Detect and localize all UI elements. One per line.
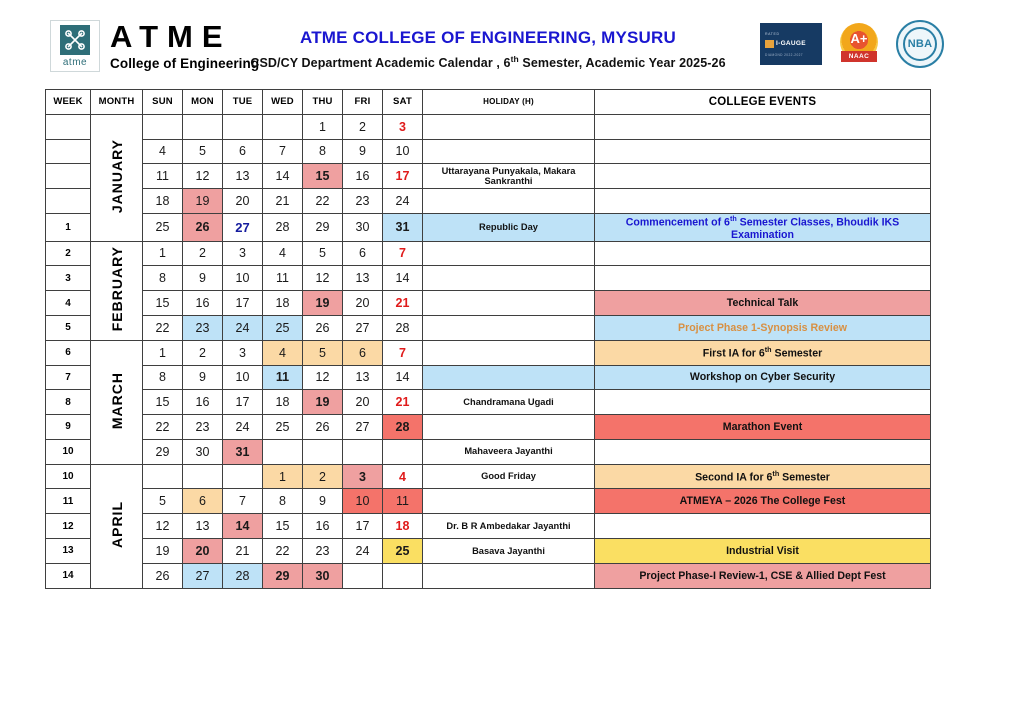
day-cell: 25 [263,415,303,440]
event-text-post: Semester [779,471,830,484]
college-event-cell: ATMEYA – 2026 The College Fest [595,489,931,514]
day-cell: 16 [303,514,343,539]
week-cell [46,164,91,189]
igauge-label: I-GAUGE [776,40,806,47]
day-cell: 18 [263,390,303,415]
day-cell: 15 [263,514,303,539]
event-text-pre: First IA for 6 [702,347,765,360]
day-cell: 27 [223,213,263,241]
day-cell: 13 [343,266,383,291]
day-cell: 1 [263,464,303,489]
subtitle-post: Semester, Academic Year 2025-26 [518,56,726,71]
day-cell: 31 [223,439,263,464]
college-event-cell [595,514,931,539]
holiday-cell [423,139,595,164]
day-cell: 26 [183,213,223,241]
college-event-cell [595,266,931,291]
day-cell: 17 [223,390,263,415]
day-cell: 5 [303,340,343,365]
day-cell: 22 [303,189,343,214]
col-header-week: WEEK [46,90,91,115]
month-cell [91,464,143,588]
day-cell: 28 [383,415,423,440]
holiday-cell: Mahaveera Jayanthi [423,439,595,464]
day-cell: 27 [183,563,223,588]
col-header-sat: SAT [383,90,423,115]
atme-wordmark: ATME [110,19,232,55]
table-header-row [46,90,931,115]
college-event-cell: Project Phase-I Review-1, CSE & Allied Dept Fest [595,563,931,588]
day-cell: 23 [303,539,343,564]
day-cell: 22 [143,415,183,440]
day-cell [223,114,263,139]
day-cell: 19 [303,291,343,316]
calendar-table-wrapper [45,89,931,589]
week-cell: 14 [46,563,91,588]
day-cell: 11 [383,489,423,514]
table-row [46,415,931,440]
day-cell: 14 [223,514,263,539]
week-cell: 13 [46,539,91,564]
day-cell: 24 [343,539,383,564]
college-event-cell: Marathon Event [595,415,931,440]
week-cell: 11 [46,489,91,514]
col-header-holiday: HOLIDAY (H) [423,90,595,115]
nba-label: NBA [903,27,937,61]
day-cell: 9 [183,365,223,390]
day-cell: 20 [343,291,383,316]
day-cell: 22 [143,315,183,340]
naac-grade: A+ [850,31,868,46]
holiday-cell: Uttarayana Punyakala, Makara Sankranthi [423,164,595,189]
academic-calendar-table [45,89,931,589]
college-event-cell [595,241,931,266]
day-cell: 18 [143,189,183,214]
college-of-engineering-label: College of Engineering [110,56,260,72]
day-cell: 30 [183,439,223,464]
day-cell: 23 [183,415,223,440]
month-label: FEBRUARY [108,246,125,332]
table-body [46,114,931,588]
day-cell: 1 [143,340,183,365]
table-row [46,489,931,514]
event-ordinal: th [764,345,772,355]
table-row [46,114,931,139]
day-cell: 25 [143,213,183,241]
day-cell: 20 [343,390,383,415]
page-header [0,0,1024,88]
day-cell: 3 [383,114,423,139]
week-cell [46,139,91,164]
table-row [46,464,931,489]
week-cell: 4 [46,291,91,316]
day-cell: 28 [263,213,303,241]
day-cell: 24 [223,415,263,440]
day-cell: 29 [143,439,183,464]
table-row [46,291,931,316]
day-cell: 10 [383,139,423,164]
event-text-pre: Second IA for 6 [695,471,773,484]
college-event-cell: Workshop on Cyber Security [595,365,931,390]
week-cell: 6 [46,340,91,365]
day-cell: 15 [143,291,183,316]
day-cell: 9 [183,266,223,291]
day-cell: 9 [303,489,343,514]
holiday-cell: Basava Jayanthi [423,539,595,564]
table-row [46,439,931,464]
table-row [46,340,931,365]
day-cell: 6 [343,340,383,365]
day-cell: 8 [143,266,183,291]
day-cell: 19 [143,539,183,564]
day-cell [303,439,343,464]
day-cell: 18 [383,514,423,539]
day-cell: 14 [383,266,423,291]
subtitle-ordinal: th [510,54,519,64]
college-event-cell: Industrial Visit [595,539,931,564]
day-cell: 7 [223,489,263,514]
day-cell: 14 [263,164,303,189]
table-row [46,189,931,214]
week-cell: 3 [46,266,91,291]
event-ordinal: th [729,213,737,223]
day-cell: 15 [303,164,343,189]
day-cell: 24 [223,315,263,340]
day-cell: 4 [383,464,423,489]
holiday-cell [423,563,595,588]
nba-badge-icon [896,20,944,68]
day-cell: 8 [263,489,303,514]
col-header-tue: TUE [223,90,263,115]
day-cell: 30 [303,563,343,588]
day-cell: 6 [223,139,263,164]
day-cell [183,464,223,489]
table-row [46,390,931,415]
day-cell: 8 [303,139,343,164]
day-cell: 28 [383,315,423,340]
holiday-cell [423,315,595,340]
holiday-cell [423,365,595,390]
week-cell [46,189,91,214]
day-cell: 17 [223,291,263,316]
day-cell: 3 [223,241,263,266]
day-cell: 27 [343,315,383,340]
day-cell: 4 [263,340,303,365]
holiday-cell [423,114,595,139]
day-cell: 21 [263,189,303,214]
day-cell: 5 [303,241,343,266]
day-cell: 28 [223,563,263,588]
day-cell: 12 [303,266,343,291]
day-cell: 25 [263,315,303,340]
table-row [46,164,931,189]
college-event-cell: Technical Talk [595,291,931,316]
day-cell: 19 [183,189,223,214]
day-cell: 29 [303,213,343,241]
day-cell: 21 [223,539,263,564]
igauge-top-label: RATED [765,31,780,36]
page-title: ATME COLLEGE OF ENGINEERING, MYSURU [300,28,676,47]
holiday-cell: Republic Day [423,213,595,241]
day-cell: 20 [223,189,263,214]
atme-knot-icon [64,29,86,51]
week-cell: 8 [46,390,91,415]
week-cell: 12 [46,514,91,539]
day-cell: 4 [143,139,183,164]
day-cell: 1 [143,241,183,266]
day-cell: 3 [343,464,383,489]
day-cell [143,114,183,139]
day-cell: 5 [143,489,183,514]
month-label: APRIL [108,501,125,549]
day-cell: 4 [263,241,303,266]
table-row [46,139,931,164]
day-cell: 14 [383,365,423,390]
college-event-cell: Project Phase 1-Synopsis Review [595,315,931,340]
table-row [46,514,931,539]
month-cell [91,114,143,241]
day-cell: 17 [343,514,383,539]
day-cell: 13 [343,365,383,390]
day-cell: 13 [183,514,223,539]
col-header-sun: SUN [143,90,183,115]
day-cell: 11 [263,365,303,390]
atme-logo-text [110,21,259,71]
day-cell: 20 [183,539,223,564]
college-event-cell [595,340,931,365]
day-cell: 27 [343,415,383,440]
day-cell: 15 [143,390,183,415]
college-event-cell [595,114,931,139]
college-event-cell [595,189,931,214]
week-cell: 10 [46,439,91,464]
day-cell: 6 [343,241,383,266]
day-cell: 19 [303,390,343,415]
day-cell: 21 [383,390,423,415]
table-row [46,315,931,340]
atme-logo-mark-icon [50,20,100,72]
month-cell [91,340,143,464]
day-cell: 16 [183,390,223,415]
holiday-cell [423,189,595,214]
day-cell: 26 [303,415,343,440]
day-cell: 16 [183,291,223,316]
day-cell: 10 [343,489,383,514]
holiday-cell [423,266,595,291]
day-cell [143,464,183,489]
college-event-cell [595,439,931,464]
day-cell: 7 [383,241,423,266]
day-cell: 11 [263,266,303,291]
day-cell: 31 [383,213,423,241]
day-cell: 7 [383,340,423,365]
day-cell: 23 [343,189,383,214]
week-cell [46,114,91,139]
holiday-cell [423,291,595,316]
day-cell: 10 [223,266,263,291]
holiday-cell [423,241,595,266]
table-row [46,563,931,588]
month-cell [91,241,143,340]
month-label: JANUARY [108,139,125,214]
page-subtitle [238,54,738,70]
day-cell: 16 [343,164,383,189]
day-cell: 9 [343,139,383,164]
table-row [46,213,931,241]
week-cell: 9 [46,415,91,440]
atme-logo-word: atme [62,56,88,68]
day-cell: 10 [223,365,263,390]
day-cell: 12 [303,365,343,390]
day-cell: 8 [143,365,183,390]
holiday-cell: Chandramana Ugadi [423,390,595,415]
week-cell: 10 [46,464,91,489]
day-cell: 23 [183,315,223,340]
event-text-post: Semester [771,347,823,360]
day-cell [383,439,423,464]
day-cell: 2 [183,241,223,266]
subtitle-pre: CSD/CY Department Academic Calendar , 6 [250,56,511,71]
week-cell: 7 [46,365,91,390]
col-header-wed: WED [263,90,303,115]
day-cell: 11 [143,164,183,189]
college-event-cell [595,390,931,415]
day-cell: 6 [183,489,223,514]
col-header-month: MONTH [91,90,143,115]
week-cell: 5 [46,315,91,340]
month-label: MARCH [108,372,125,430]
day-cell: 13 [223,164,263,189]
day-cell: 25 [383,539,423,564]
week-cell: 2 [46,241,91,266]
naac-badge-icon [838,23,880,65]
day-cell: 29 [263,563,303,588]
day-cell: 24 [383,189,423,214]
day-cell [343,563,383,588]
atme-logo [50,20,259,72]
holiday-cell: Dr. B R Ambedakar Jayanthi [423,514,595,539]
college-event-cell [595,164,931,189]
table-header [46,90,931,115]
col-header-mon: MON [183,90,223,115]
day-cell: 26 [303,315,343,340]
holiday-cell [423,340,595,365]
day-cell [223,464,263,489]
college-event-cell [595,464,931,489]
naac-label: NAAC [841,51,877,62]
day-cell [263,114,303,139]
day-cell [263,439,303,464]
col-header-college-events: COLLEGE EVENTS [595,90,931,115]
day-cell: 5 [183,139,223,164]
day-cell: 12 [183,164,223,189]
day-cell: 2 [343,114,383,139]
day-cell: 2 [303,464,343,489]
day-cell: 30 [343,213,383,241]
day-cell: 12 [143,514,183,539]
col-header-fri: FRI [343,90,383,115]
college-event-cell [595,213,931,241]
day-cell: 2 [183,340,223,365]
day-cell [383,563,423,588]
holiday-cell [423,415,595,440]
header-title-block [238,28,738,70]
day-cell: 18 [263,291,303,316]
event-ordinal: th [772,469,780,479]
table-row [46,365,931,390]
day-cell: 26 [143,563,183,588]
holiday-cell [423,489,595,514]
day-cell: 1 [303,114,343,139]
table-row [46,241,931,266]
holiday-cell: Good Friday [423,464,595,489]
day-cell: 17 [383,164,423,189]
igauge-chip-icon [765,40,774,48]
igauge-badge-icon [760,23,822,65]
accreditation-badges [760,20,944,68]
day-cell: 3 [223,340,263,365]
col-header-thu: THU [303,90,343,115]
college-event-cell [595,139,931,164]
day-cell: 21 [383,291,423,316]
event-text-pre: Commencement of 6 [625,216,730,229]
week-cell: 1 [46,213,91,241]
event-text-post: Semester Classes, Bhoudik IKS Examination [731,216,900,241]
day-cell [343,439,383,464]
table-row [46,539,931,564]
day-cell [183,114,223,139]
igauge-bottom-label: DIAMOND 2022-2027 [765,52,803,57]
day-cell: 22 [263,539,303,564]
day-cell: 7 [263,139,303,164]
table-row [46,266,931,291]
